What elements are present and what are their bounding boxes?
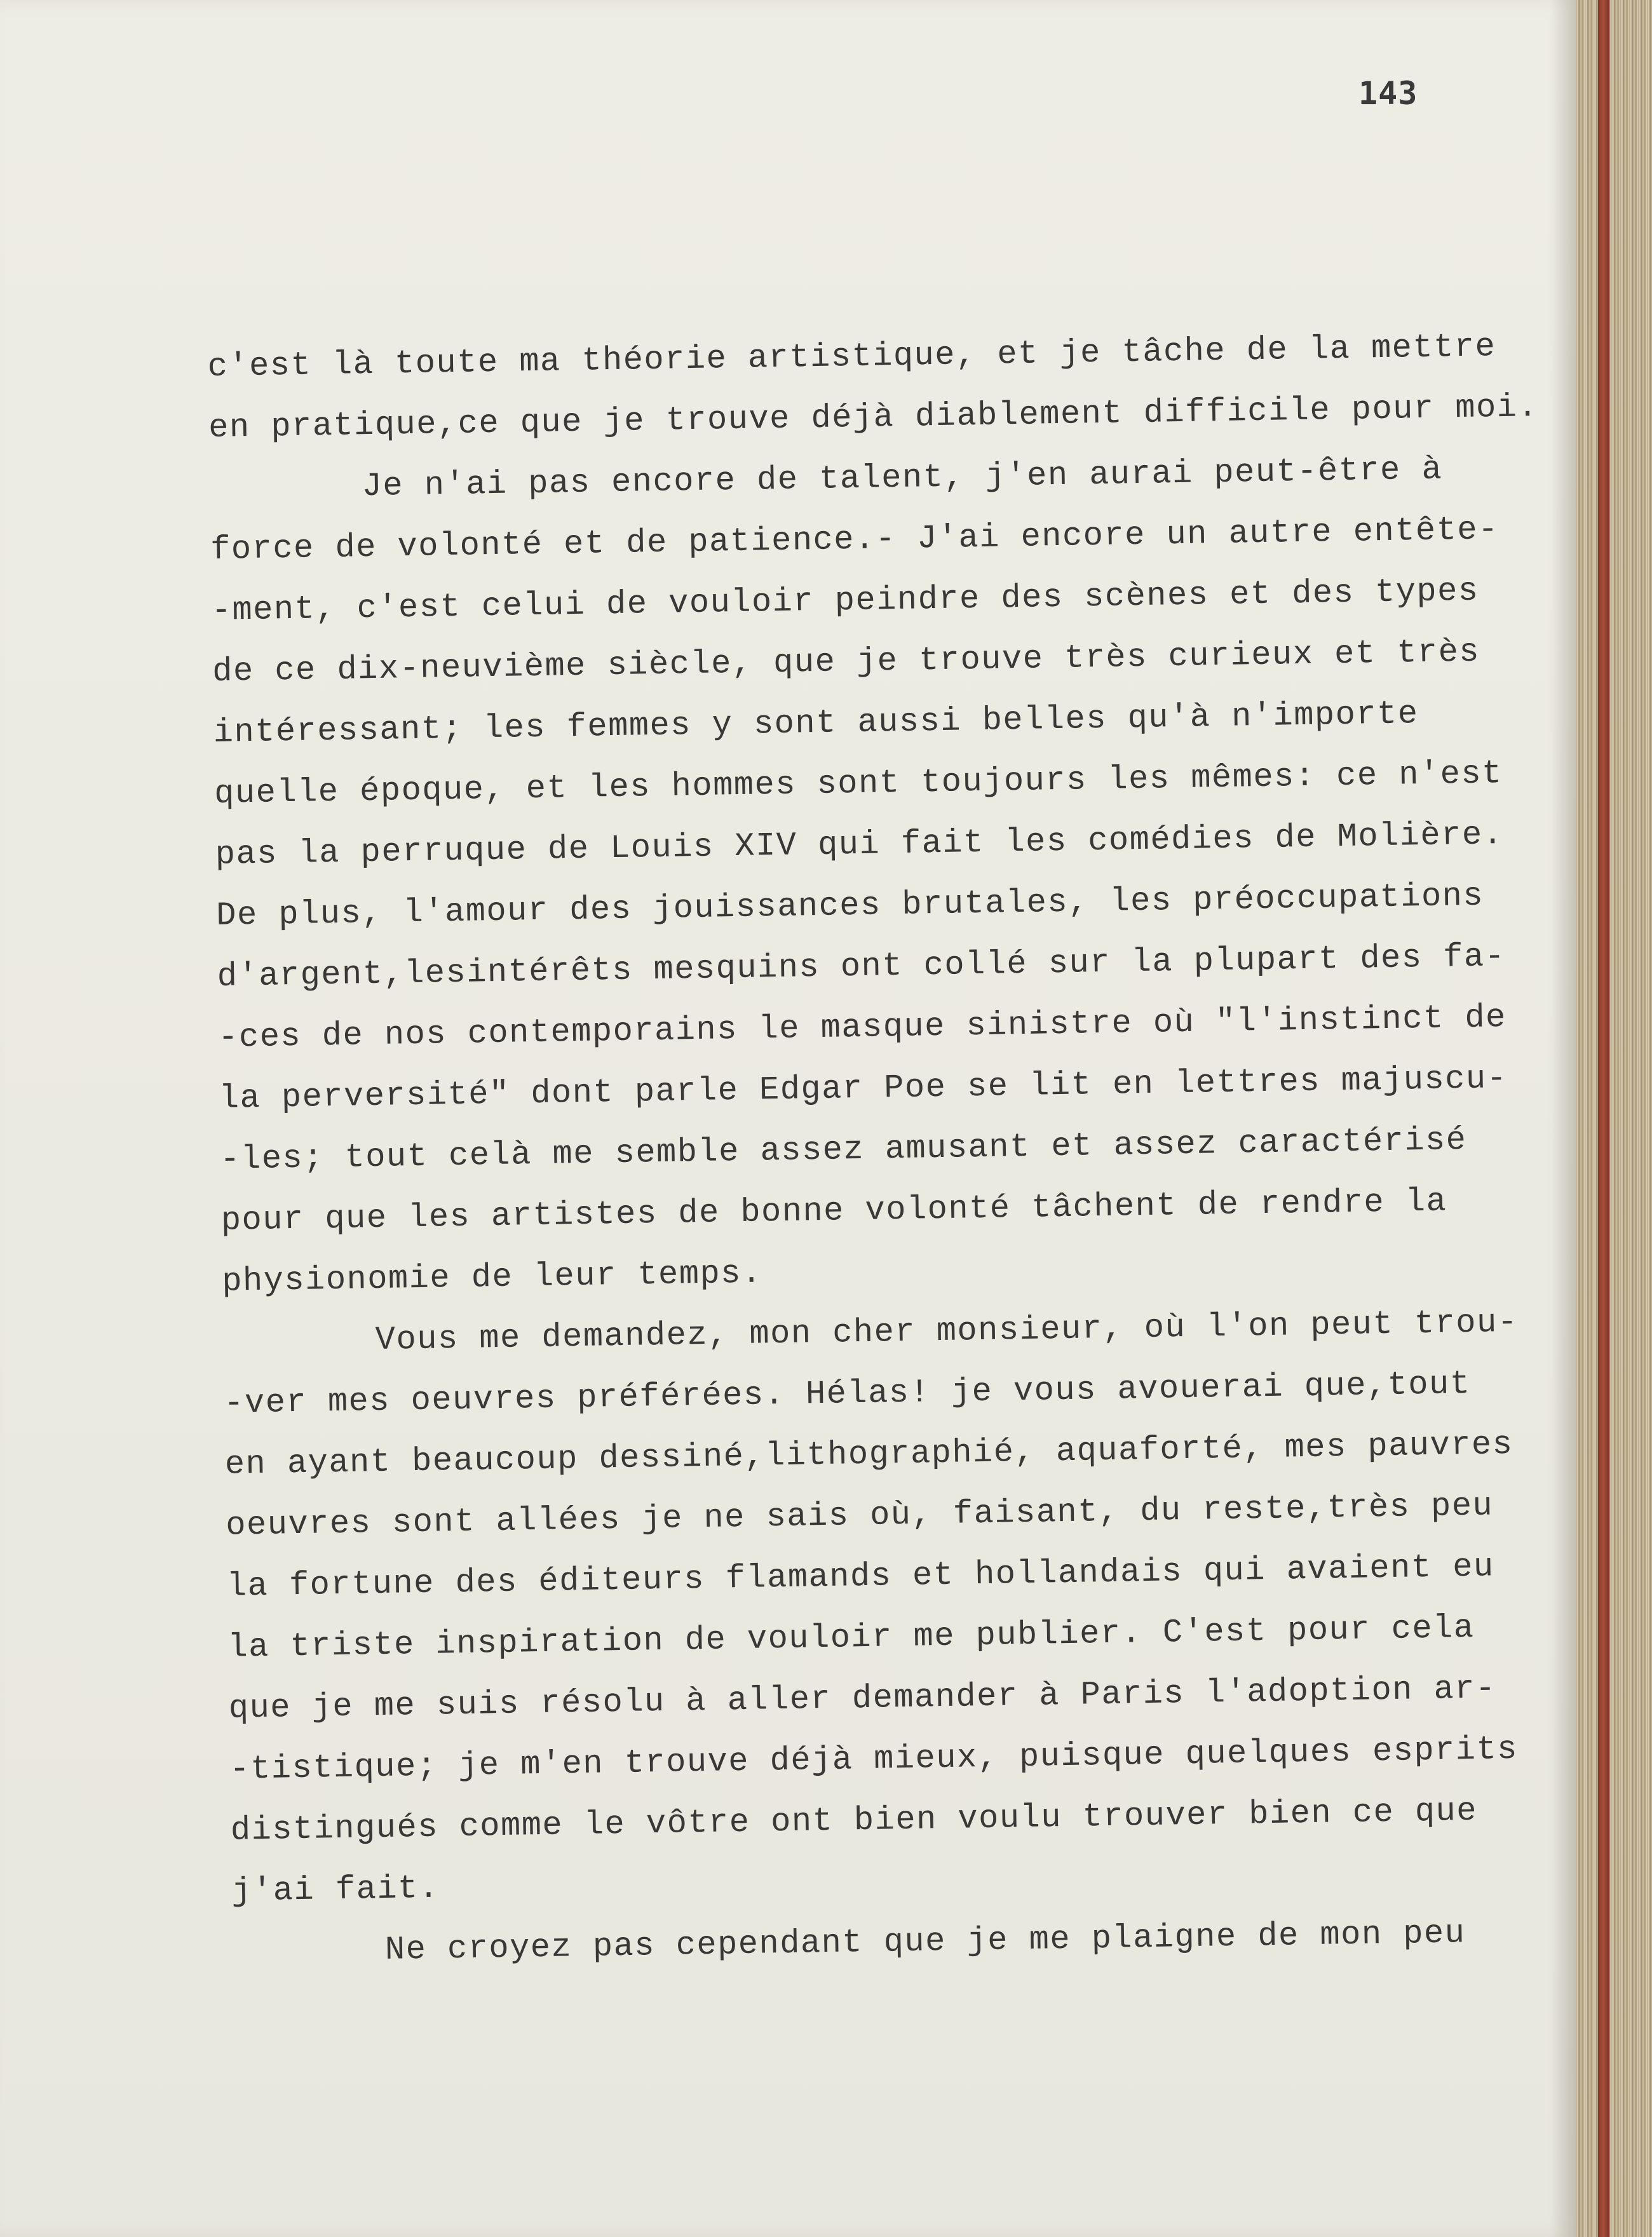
text-line: -tistique; je m'en trouve déjà mieux, puisque quelques esprits	[229, 1730, 1519, 1788]
text-line: d'argent,lesintérêts mesquins ont collé sur la plupart des fa-	[217, 938, 1506, 996]
text-line: -ment, c'est celui de vouloir peindre des scènes et des types	[211, 572, 1480, 630]
text-line: j'ai fait.	[231, 1869, 440, 1910]
text-line: la fortune des éditeurs flamands et hollandais qui avaient eu	[226, 1548, 1495, 1605]
text-line: Vous me demandez, mon cher monsieur, où l'on peut trou-	[375, 1303, 1519, 1360]
text-line: oeuvres sont allées je ne sais où, faisant, du reste,très peu	[225, 1487, 1494, 1544]
book-page-edges	[1576, 0, 1652, 2237]
page-number: 143	[1358, 75, 1418, 112]
page-gutter-shadow	[1550, 0, 1579, 2237]
text-line: pas la perruque de Louis XIV qui fait les comédies de Molière.	[215, 816, 1504, 874]
text-line: la perversité" dont parle Edgar Poe se lit en lettres majuscu-	[219, 1060, 1508, 1118]
letter-body-text	[207, 315, 1599, 1983]
text-line: force de volonté et de patience.- J'ai encore un autre entête-	[210, 511, 1500, 569]
text-line: distingués comme le vôtre ont bien voulu trouver bien ce que	[230, 1792, 1478, 1849]
text-line: c'est là toute ma théorie artistique, et je tâche de la mettre	[207, 328, 1496, 386]
text-line: -ver mes oeuvres préférées. Hélas! je vous avouerai que,tout	[223, 1365, 1471, 1423]
text-line: De plus, l'amour des jouissances brutales, les préoccupations	[215, 877, 1484, 935]
text-line: Ne croyez pas cependant que je me plaigne de mon peu	[384, 1914, 1466, 1969]
text-line: la triste inspiration de vouloir me publier. C'est pour cela	[227, 1609, 1475, 1666]
text-line: -les; tout celà me semble assez amusant et assez caractérisé	[219, 1121, 1467, 1179]
text-line: -ces de nos contemporains le masque sinistre où "l'instinct de	[217, 999, 1507, 1057]
text-line: que je me suis résolu à aller demander à Paris l'adoption ar-	[228, 1670, 1497, 1727]
text-line: physionomie de leur temps.	[221, 1254, 763, 1301]
text-line: intéressant; les femmes y sont aussi belles qu'à n'importe	[213, 695, 1419, 752]
text-line: en pratique,ce que je trouve déjà diablement difficile pour moi.	[208, 388, 1539, 447]
text-line: pour que les artistes de bonne volonté tâchent de rendre la	[220, 1182, 1447, 1240]
text-line: de ce dix-neuvième siècle, que je trouve très curieux et très	[212, 633, 1480, 691]
text-line: Je n'ai pas encore de talent, j'en aurai peut-être à	[362, 450, 1443, 506]
text-line: quelle époque, et les hommes sont toujours les mêmes: ce n'est	[213, 755, 1503, 813]
text-line: en ayant beaucoup dessiné,lithographié, aquaforté, mes pauvres	[224, 1425, 1513, 1483]
book-binding-edge	[1598, 0, 1609, 2237]
